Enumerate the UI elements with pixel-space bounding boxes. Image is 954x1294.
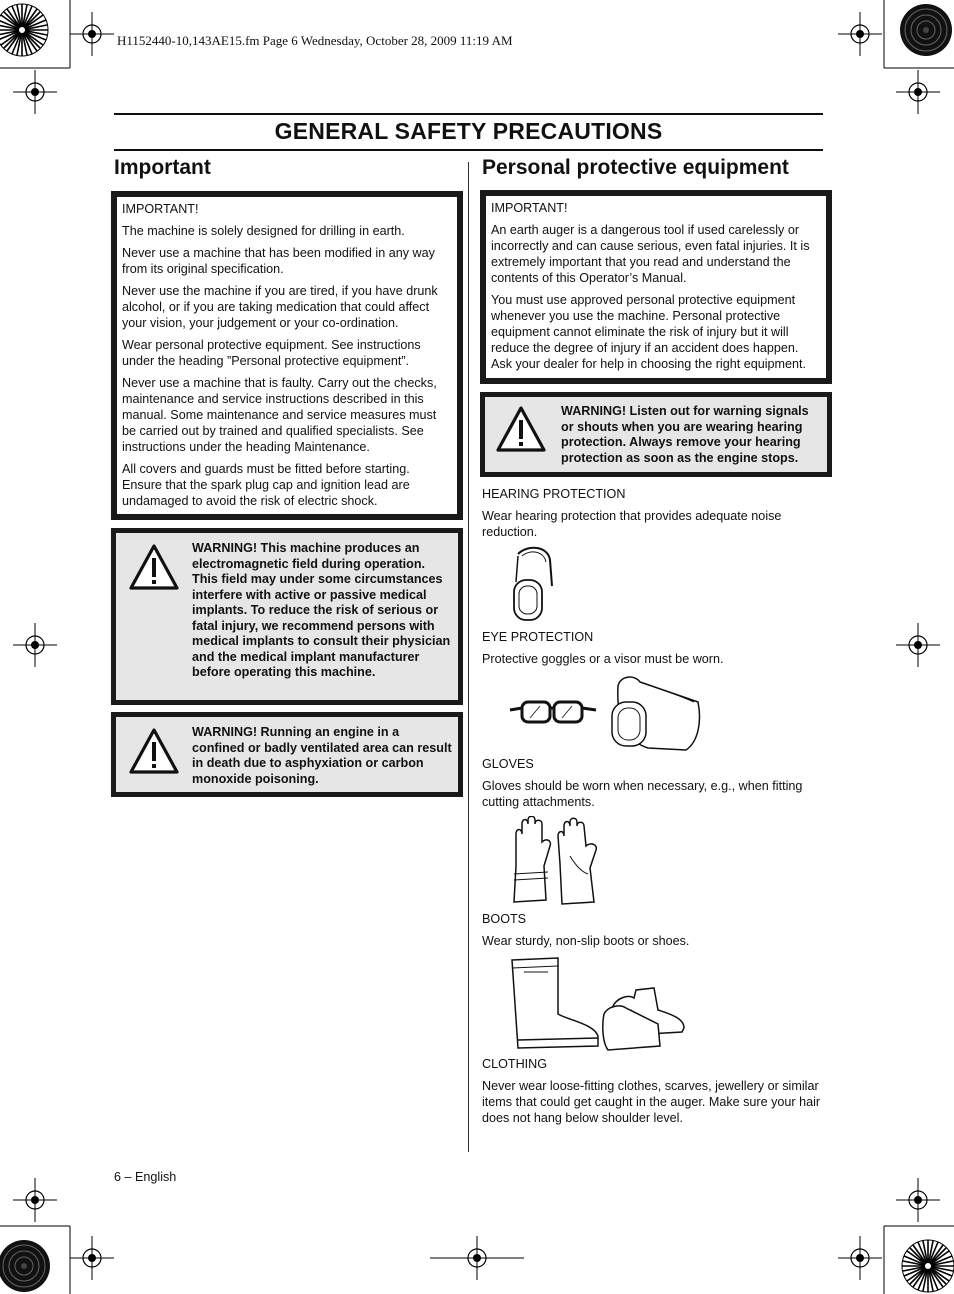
warning-triangle-icon xyxy=(489,400,559,460)
ear-muffs-icon xyxy=(508,546,556,626)
warning-text: WARNING! Running an engine in a confined or badly ventilated area can result in death due to asphyxiation or carbon monoxide poisoning. xyxy=(192,725,452,786)
hearing-caption: HEARING PROTECTION xyxy=(482,487,626,501)
important-paragraph: The machine is solely designed for drilling in earth. xyxy=(122,224,405,238)
important-paragraph: An earth auger is a dangerous tool if used carelessly or incorrectly and can cause serious, even fatal injuries. It is extremely important that you read and understand the contents of this Operator’s Manual. xyxy=(491,223,810,285)
boots-icon xyxy=(508,954,688,1054)
important-paragraph: You must use approved personal protective equipment whenever you use the machine. Personal protective equipment cannot eliminate the risk of injury but it will reduce the degree of injury if an accident does happen. Ask your dealer for help in choosing the right equipment. xyxy=(491,293,807,371)
eye-caption: EYE PROTECTION xyxy=(482,630,594,644)
title-bottom-rule xyxy=(114,149,823,151)
file-header: H1152440-10,143AE15.fm Page 6 Wednesday, October 28, 2009 11:19 AM xyxy=(117,33,513,48)
gloves-icon xyxy=(510,816,605,908)
important-paragraph: Never use a machine that is faulty. Carry out the checks, maintenance and service instructions described in this manual. Some maintenance and service measures must be carried out by trained and qualified specialists. See instructions under the heading Maintenance. xyxy=(122,376,437,454)
important-label: IMPORTANT! xyxy=(491,201,568,215)
ppe-heading: Personal protective equipment xyxy=(482,156,789,179)
column-divider xyxy=(468,162,469,1152)
warning-box-emf xyxy=(111,528,463,705)
gloves-text: Gloves should be worn when necessary, e.g., when fitting cutting attachments. xyxy=(482,779,803,809)
warning-text: WARNING! This machine produces an electromagnetic field during operation. This field may under some circumstances interfere with active or passive medical implants. To reduce the risk of serious or fatal injury, we recommend persons with medical implants to consult their physician and the medical implant manufacturer before operating this machine. xyxy=(192,541,451,679)
clothing-caption: CLOTHING xyxy=(482,1057,548,1071)
important-paragraph: All covers and guards must be fitted before starting. Ensure that the spark plug cap and ignition lead are undamaged to avoid the risk of electric shock. xyxy=(122,462,410,508)
important-paragraph: Never use a machine that has been modified in any way from its original specification. xyxy=(122,246,435,276)
eye-text: Protective goggles or a visor must be worn. xyxy=(482,652,724,666)
warning-triangle-icon xyxy=(122,538,192,598)
important-box-left xyxy=(111,191,463,520)
goggles-visor-icon xyxy=(508,672,703,754)
boots-text: Wear sturdy, non-slip boots or shoes. xyxy=(482,934,690,948)
warning-box-exhaust xyxy=(111,712,463,797)
warning-text: WARNING! Listen out for warning signals or shouts when you are wearing hearing protection. Always remove your hearing protection as soon as the engine stops. xyxy=(561,404,809,465)
important-paragraph: Never use the machine if you are tired, if you have drunk alcohol, or if you are taking medication that could affect your vision, your judgement or your co-ordination. xyxy=(122,284,438,330)
clothing-text: Never wear loose-fitting clothes, scarves, jewellery or similar items that could get caught in the auger. Make sure your hair does not hang below shoulder level. xyxy=(482,1079,821,1125)
warning-triangle-icon xyxy=(122,722,192,782)
important-paragraph: Wear personal protective equipment. See instructions under the heading ”Personal protective equipment”. xyxy=(122,338,421,368)
warning-box-hearing xyxy=(480,392,832,477)
page-footer: 6 – English xyxy=(114,1170,177,1184)
title-top-rule xyxy=(114,113,823,115)
important-heading: Important xyxy=(114,156,211,179)
boots-caption: BOOTS xyxy=(482,912,527,926)
important-label: IMPORTANT! xyxy=(122,202,199,216)
page-title: GENERAL SAFETY PRECAUTIONS xyxy=(274,118,663,144)
hearing-text: Wear hearing protection that provides adequate noise reduction. xyxy=(482,509,782,539)
important-box-right xyxy=(480,190,832,384)
gloves-caption: GLOVES xyxy=(482,757,534,771)
